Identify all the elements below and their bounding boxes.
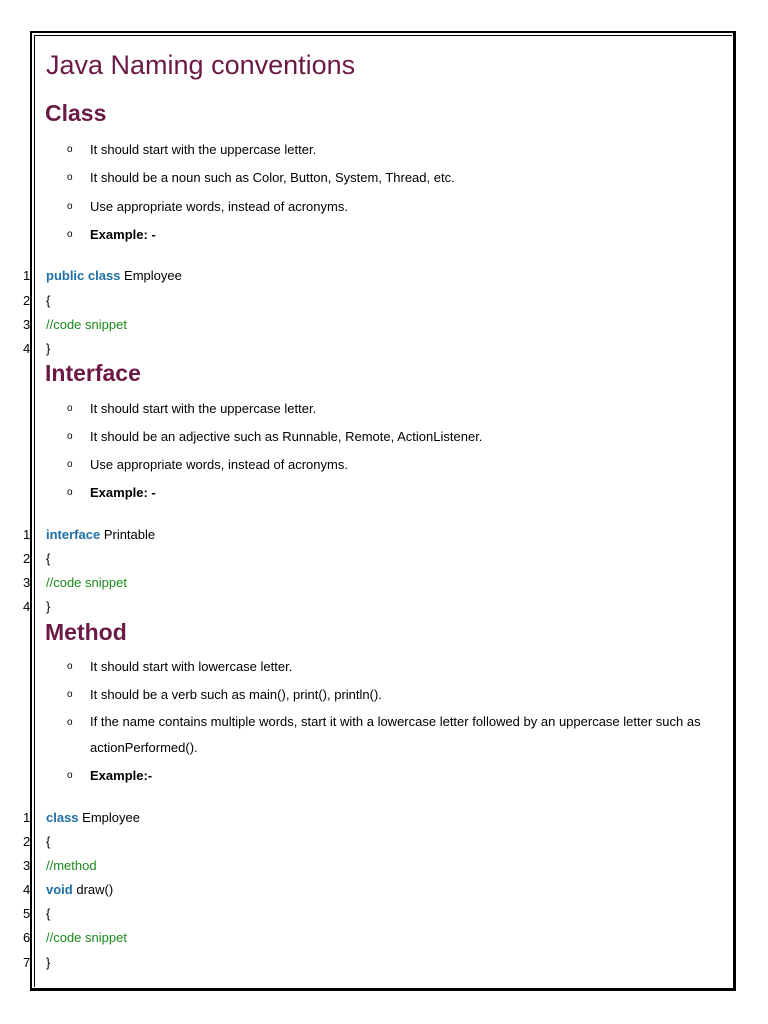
bullet-circle-icon: o xyxy=(67,487,73,498)
code-line: 2 { xyxy=(23,293,51,308)
section-heading-interface: Interface xyxy=(45,360,141,386)
bullet-circle-icon: o xyxy=(67,172,73,183)
code-line: 4 void draw() xyxy=(23,882,114,897)
bullet-circle-icon: o xyxy=(67,770,73,781)
code-line: 3 //code snippet xyxy=(23,575,127,590)
code-line: 5 { xyxy=(23,906,51,921)
bullet-circle-icon: o xyxy=(67,144,73,155)
code-line: 6 //code snippet xyxy=(23,930,127,945)
bullet-circle-icon: o xyxy=(67,431,73,442)
bullet-circle-icon: o xyxy=(67,661,73,672)
code-line: 4 } xyxy=(23,599,51,614)
code-line: 4 } xyxy=(23,341,51,356)
section-heading-class: Class xyxy=(45,100,107,126)
code-line: 3 //method xyxy=(23,858,97,873)
bullet-circle-icon: o xyxy=(67,689,73,700)
section-heading-method: Method xyxy=(45,619,127,645)
bullet-circle-icon: o xyxy=(67,717,73,728)
code-line: 2 { xyxy=(23,551,51,566)
code-line: 7 } xyxy=(23,955,51,970)
code-line: 2 { xyxy=(23,834,51,849)
bullet-circle-icon: o xyxy=(67,229,73,240)
bullet-circle-icon: o xyxy=(67,201,73,212)
code-line: 3 //code snippet xyxy=(23,317,127,332)
code-line: 1 public class Employee xyxy=(23,268,182,283)
code-line: 1 class Employee xyxy=(23,810,140,825)
bullet-circle-icon: o xyxy=(67,459,73,470)
code-line: 1 interface Printable xyxy=(23,527,156,542)
bullet-circle-icon: o xyxy=(67,403,73,414)
page-title: Java Naming conventions xyxy=(46,50,356,80)
